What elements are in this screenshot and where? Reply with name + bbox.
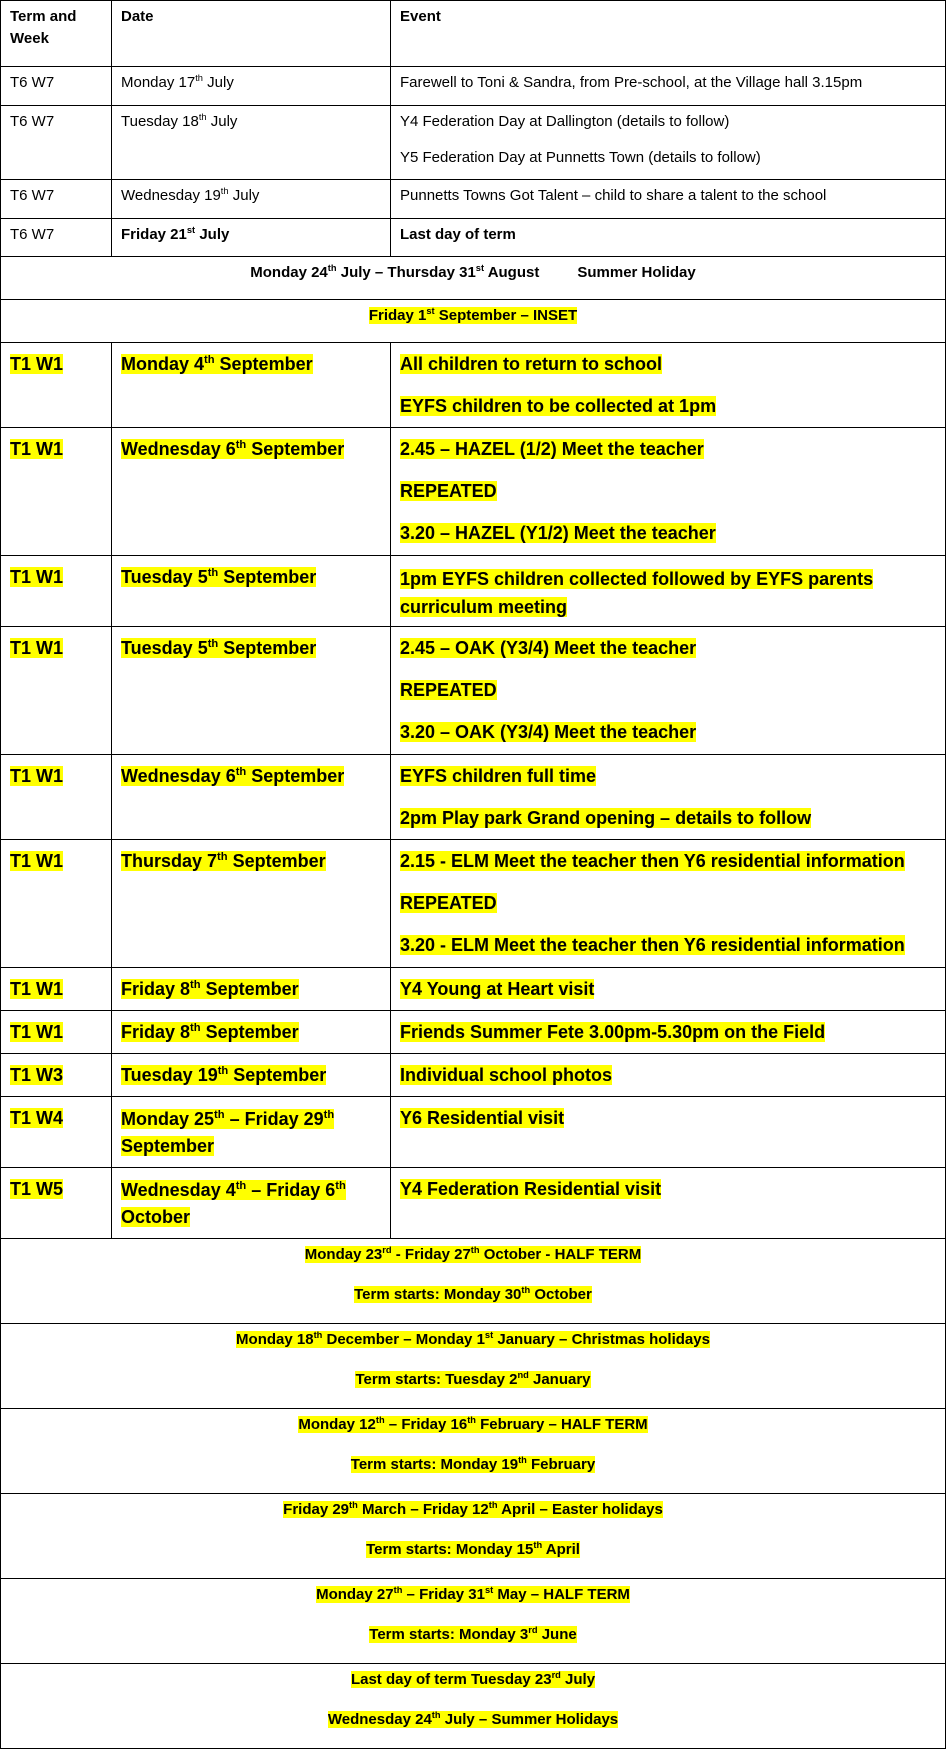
inset-row (1, 300, 946, 343)
holiday-row (1, 1579, 946, 1664)
event-cell: Y4 Federation Residential visit (391, 1168, 946, 1239)
date-cell: Tuesday 19th September (112, 1054, 391, 1097)
date-cell: Wednesday 4th – Friday 6th October (112, 1168, 391, 1239)
event-cell: 2.15 - ELM Meet the teacher then Y6 residential information REPEATED 3.20 - ELM Meet the teacher then Y6 residential information (391, 840, 946, 968)
date-cell: Tuesday 5th September (112, 627, 391, 755)
table-row (1, 219, 946, 257)
term-week-cell: T1 W1 (1, 840, 112, 968)
date-cell: Wednesday 6th September (112, 755, 391, 840)
term-week-cell: T1 W1 (1, 1011, 112, 1054)
date-cell: Monday 25th – Friday 29th September (112, 1097, 391, 1168)
term-week-cell: T1 W5 (1, 1168, 112, 1239)
table-row (1, 106, 946, 180)
holiday-row (1, 1494, 946, 1579)
inset-banner: Friday 1st September – INSET (1, 300, 946, 343)
holiday-banner: Friday 29th March – Friday 12th April – Easter holidays Term starts: Monday 15th April (1, 1494, 946, 1579)
table-row (1, 343, 946, 428)
event-cell: EYFS children full time 2pm Play park Grand opening – details to follow (391, 755, 946, 840)
table-row (1, 556, 946, 627)
table-row (1, 1168, 946, 1239)
event-cell: All children to return to school EYFS children to be collected at 1pm (391, 343, 946, 428)
table-row (1, 1011, 946, 1054)
table-row (1, 627, 946, 755)
term-week-cell: T1 W1 (1, 343, 112, 428)
event-cell: Farewell to Toni & Sandra, from Pre-school, at the Village hall 3.15pm (391, 67, 946, 106)
table-row (1, 840, 946, 968)
event-cell: 1pm EYFS children collected followed by EYFS parents curriculum meeting (391, 556, 946, 627)
event-cell: Punnetts Towns Got Talent – child to share a talent to the school (391, 180, 946, 219)
table-row (1, 1097, 946, 1168)
date-cell: Tuesday 18th July (112, 106, 391, 180)
event-cell: Y4 Young at Heart visit (391, 968, 946, 1011)
table-row (1, 428, 946, 556)
table-row (1, 755, 946, 840)
term-week-cell: T1 W1 (1, 627, 112, 755)
event-cell: 2.45 – OAK (Y3/4) Meet the teacher REPEATED 3.20 – OAK (Y3/4) Meet the teacher (391, 627, 946, 755)
term-week-cell: T1 W1 (1, 428, 112, 556)
date-cell: Friday 8th September (112, 968, 391, 1011)
term-week-cell: T1 W1 (1, 755, 112, 840)
event-cell: Last day of term (391, 219, 946, 257)
table-row (1, 67, 946, 106)
term-week-cell: T1 W3 (1, 1054, 112, 1097)
table-row (1, 180, 946, 219)
date-cell: Friday 21st July (112, 219, 391, 257)
date-cell: Tuesday 5th September (112, 556, 391, 627)
event-cell: 2.45 – HAZEL (1/2) Meet the teacher REPEATED 3.20 – HAZEL (Y1/2) Meet the teacher (391, 428, 946, 556)
table-row (1, 968, 946, 1011)
date-cell: Wednesday 6th September (112, 428, 391, 556)
date-cell: Wednesday 19th July (112, 180, 391, 219)
term-week-cell: T6 W7 (1, 106, 112, 180)
holiday-row (1, 1239, 946, 1324)
event-cell: Y6 Residential visit (391, 1097, 946, 1168)
event-cell: Y4 Federation Day at Dallington (details to follow) Y5 Federation Day at Punnetts Town (details to follow) (391, 106, 946, 180)
summer-holiday-row (1, 257, 946, 300)
date-cell: Monday 4th September (112, 343, 391, 428)
event-cell: Friends Summer Fete 3.00pm-5.30pm on the Field (391, 1011, 946, 1054)
header-event: Event (391, 1, 946, 67)
holiday-row (1, 1409, 946, 1494)
holiday-row (1, 1324, 946, 1409)
header-row (1, 1, 946, 67)
header-date: Date (112, 1, 391, 67)
holiday-banner: Last day of term Tuesday 23rd July Wednesday 24th July – Summer Holidays (1, 1664, 946, 1749)
holiday-banner: Monday 12th – Friday 16th February – HALF TERM Term starts: Monday 19th February (1, 1409, 946, 1494)
term-week-cell: T1 W4 (1, 1097, 112, 1168)
term-week-cell: T6 W7 (1, 180, 112, 219)
date-cell: Thursday 7th September (112, 840, 391, 968)
holiday-banner: Monday 27th – Friday 31st May – HALF TERM Term starts: Monday 3rd June (1, 1579, 946, 1664)
summer-holiday-banner: Monday 24th July – Thursday 31st August Summer Holiday (1, 257, 946, 300)
term-week-cell: T1 W1 (1, 556, 112, 627)
date-cell: Friday 8th September (112, 1011, 391, 1054)
event-cell: Individual school photos (391, 1054, 946, 1097)
table-row (1, 1054, 946, 1097)
term-week-cell: T6 W7 (1, 67, 112, 106)
term-week-cell: T1 W1 (1, 968, 112, 1011)
holiday-row (1, 1664, 946, 1749)
date-cell: Monday 17th July (112, 67, 391, 106)
term-week-cell: T6 W7 (1, 219, 112, 257)
holiday-banner: Monday 23rd - Friday 27th October - HALF TERM Term starts: Monday 30th October (1, 1239, 946, 1324)
holiday-banner: Monday 18th December – Monday 1st January – Christmas holidays Term starts: Tuesday 2nd January (1, 1324, 946, 1409)
header-term-week: Term and Week (1, 1, 112, 67)
